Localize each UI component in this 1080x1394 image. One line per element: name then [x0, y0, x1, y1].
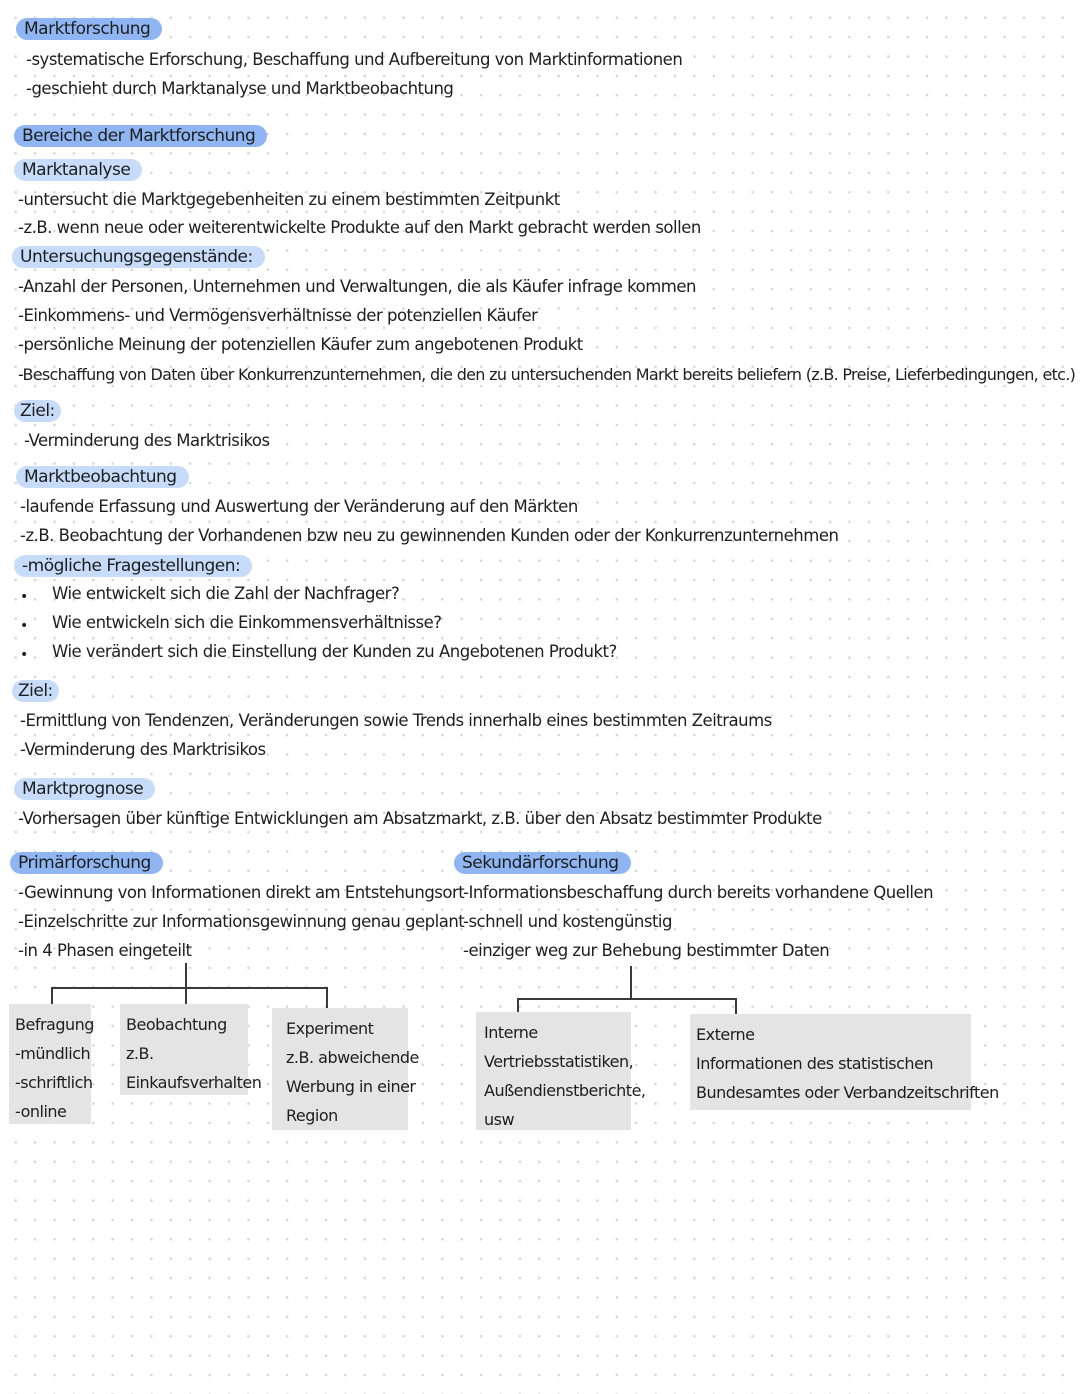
question-item: Wie entwickelt sich die Zahl der Nachfrager? — [52, 584, 400, 603]
text-line: -Informationsbeschaffung durch bereits vorhandene Quellen — [463, 883, 934, 902]
box-line: Vertriebsstatistiken, — [484, 1052, 634, 1071]
connector-line — [517, 998, 737, 1000]
text-line: -untersucht die Marktgegebenheiten zu einem bestimmten Zeitpunkt — [18, 190, 560, 209]
question-item: Wie verändert sich die Einstellung der Kunden zu Angebotenen Produkt? — [52, 642, 617, 661]
connector-line — [185, 963, 187, 988]
box-line: Bundesamtes oder Verbandzeitschriften — [696, 1083, 999, 1102]
box-line: -schriftlich — [15, 1073, 93, 1092]
heading-ziel: Ziel: — [12, 680, 59, 702]
box-line: z.B. — [126, 1044, 154, 1063]
connector-line — [630, 966, 632, 999]
bullet-icon: • — [20, 647, 29, 663]
connector-line — [517, 998, 519, 1012]
bullet-icon: • — [20, 618, 29, 634]
box-line: z.B. abweichende — [286, 1048, 419, 1067]
subheading-fragestellungen: -mögliche Fragestellungen: — [14, 555, 252, 577]
text-line: -in 4 Phasen eingeteilt — [18, 941, 192, 960]
text-line: -laufende Erfassung und Auswertung der Veränderung auf den Märkten — [20, 497, 578, 516]
heading-sekundaerforschung: Sekundärforschung — [454, 852, 631, 874]
connector-line — [735, 998, 737, 1014]
heading-marktbeobachtung: Marktbeobachtung — [16, 466, 189, 488]
connector-line — [51, 987, 328, 989]
text-line: -systematische Erforschung, Beschaffung und Aufbereitung von Marktinformationen — [26, 50, 683, 69]
box-line: -online — [15, 1102, 67, 1121]
box-experiment — [272, 1008, 419, 1130]
connector-line — [51, 987, 53, 1004]
heading-bereiche: Bereiche der Marktforschung — [14, 125, 267, 147]
box-line: Werbung in einer — [286, 1077, 416, 1096]
box-title: Beobachtung — [126, 1015, 227, 1034]
connector-line — [185, 987, 187, 1004]
box-title: Experiment — [286, 1019, 374, 1038]
text-line: -Gewinnung von Informationen direkt am Entstehungsort — [18, 883, 465, 902]
heading-marktanalyse: Marktanalyse — [14, 159, 142, 181]
text-line: -Ermittlung von Tendenzen, Veränderungen sowie Trends innerhalb eines bestimmten Zeitraums — [20, 711, 772, 730]
question-item: Wie entwickeln sich die Einkommensverhältnisse? — [52, 613, 442, 632]
text-line: -Vorhersagen über künftige Entwicklungen am Absatzmarkt, z.B. über den Absatz bestimmter Produkte — [18, 809, 822, 828]
box-beobachtung — [120, 1004, 262, 1095]
box-line: -mündlich — [15, 1044, 91, 1063]
text-line: -Verminderung des Marktrisikos — [20, 740, 266, 759]
text-line: -z.B. Beobachtung der Vorhandenen bzw neu zu gewinnenden Kunden oder der Konkurrenzunternehmen — [20, 526, 839, 545]
box-line: usw — [484, 1110, 515, 1129]
list-item: -Beschaffung von Daten über Konkurrenzunternehmen, die den zu untersuchenden Markt bereits beliefern (z.B. Preise, Lieferbedingungen, etc.) — [18, 365, 1076, 384]
text-line: -schnell und kostengünstig — [463, 912, 672, 931]
heading-primaerforschung: Primärforschung — [10, 852, 163, 874]
subheading-untersuchungsgegenstaende: Untersuchungsgegenstände: — [12, 246, 265, 268]
box-externe — [690, 1014, 999, 1110]
box-title: Befragung — [15, 1015, 94, 1034]
box-interne — [476, 1012, 646, 1130]
box-line: Einkaufsverhalten — [126, 1073, 262, 1092]
list-item: -persönliche Meinung der potenziellen Käufer zum angebotenen Produkt — [18, 335, 583, 354]
box-befragung — [9, 1004, 94, 1124]
box-line: Informationen des statistischen — [696, 1054, 934, 1073]
heading-marktprognose: Marktprognose — [14, 778, 155, 800]
heading-marktforschung: Marktforschung — [16, 18, 162, 40]
text-line: -Verminderung des Marktrisikos — [24, 431, 270, 450]
text-line: -geschieht durch Marktanalyse und Marktbeobachtung — [26, 79, 454, 98]
list-item: -Einkommens- und Vermögensverhältnisse der potenziellen Käufer — [18, 306, 538, 325]
text-line: -einziger weg zur Behebung bestimmter Daten — [463, 941, 830, 960]
box-line: Außendienstberichte, — [484, 1081, 646, 1100]
text-line: -z.B. wenn neue oder weiterentwickelte Produkte auf den Markt gebracht werden sollen — [18, 218, 701, 237]
bullet-icon: • — [20, 589, 29, 605]
text-line: -Einzelschritte zur Informationsgewinnung genau geplant — [18, 912, 465, 931]
heading-ziel: Ziel: — [14, 400, 61, 422]
box-title: Interne — [484, 1023, 538, 1042]
connector-line — [326, 987, 328, 1008]
list-item: -Anzahl der Personen, Unternehmen und Verwaltungen, die als Käufer infrage kommen — [18, 277, 696, 296]
box-line: Region — [286, 1106, 338, 1125]
box-title: Externe — [696, 1025, 755, 1044]
